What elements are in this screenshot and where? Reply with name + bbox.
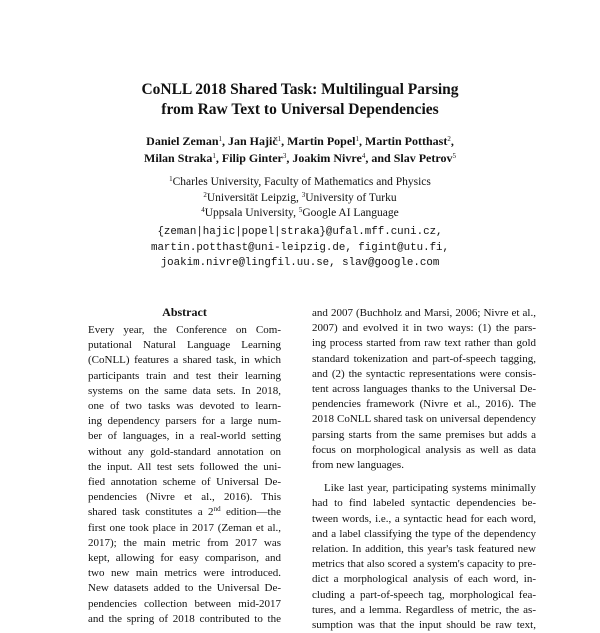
edition-suffix: edition—the	[220, 506, 281, 519]
intro-line: and 2007 (Buchholz and Marsi, 2006; Nivre et al.,	[312, 307, 536, 319]
author-sup: 4	[361, 152, 366, 160]
paper-title	[60, 80, 540, 120]
author-sep: ,	[359, 134, 365, 148]
affiliation-text: Universität Leipzig,	[206, 191, 302, 204]
author-name: Daniel Zeman	[146, 134, 219, 148]
intro-line: 2018 CoNLL shared task on universal dependency	[312, 413, 536, 426]
author-sup: 1	[277, 135, 282, 143]
intro-line: focus on morphological analysis as well as data	[312, 443, 536, 456]
intro-line: 2007) and evolved it in two ways: (1) the pars-	[312, 322, 536, 335]
author-sup: 1	[355, 135, 359, 143]
abstract-body	[88, 323, 281, 627]
affiliation-text: Uppsala University,	[204, 207, 299, 219]
affiliation-sup: 5	[298, 206, 303, 214]
author-line-1	[60, 133, 540, 150]
edition-sup: nd	[213, 505, 221, 514]
title-line-1: CoNLL 2018 Shared Task: Multilingual Parsing	[141, 81, 459, 98]
intro-line: tent across languages thanks to the Universal De-	[312, 383, 536, 396]
intro-line: tween words, i.e., a syntactic head for each word,	[312, 512, 536, 525]
edition-prefix: shared task constitutes a 2	[88, 506, 214, 519]
intro-line: from new languages.	[312, 459, 404, 472]
author-sup: 3	[282, 152, 287, 160]
abstract-line: participants train and test their learning	[88, 369, 281, 382]
abstract-line: two new main metrics were introduced.	[88, 567, 281, 580]
abstract-line: 2017); the main metric from 2017 was	[88, 536, 281, 549]
affiliation-list	[60, 175, 540, 222]
abstract-line: New datasets added to the Universal De-	[88, 582, 281, 595]
author-name: Slav Petrov	[393, 151, 453, 165]
abstract-line: systems on the same data sets. In 2018,	[88, 384, 281, 397]
affiliation-text: University of Turku	[305, 191, 397, 204]
intro-line: tures, and a lemma. Regardless of metric, the as-	[312, 603, 536, 616]
email-line[interactable]: {zeman|hajic|popel|straka}@ufal.mff.cuni.cz,	[157, 226, 443, 238]
author-sup: 1	[218, 135, 222, 143]
abstract-line: (CoNLL) features a shared task, in which	[88, 354, 281, 367]
abstract-line: putational Natural Language Learning	[88, 339, 281, 352]
author-sup: 2	[447, 135, 451, 143]
paragraph-gap	[312, 473, 536, 481]
affiliation-sup: 2	[203, 190, 207, 199]
abstract-heading: Abstract	[162, 305, 207, 319]
intro-line: relation. In addition, this year's task featured new	[312, 543, 536, 556]
abstract-line: ing dependency parsers for a large num-	[88, 415, 281, 428]
intro-line: sumption was that the input should be raw text,	[312, 619, 536, 632]
abstract-line: fied annotation scheme of Universal De-	[88, 476, 281, 489]
abstract-line: ber of languages, in a real-world setting	[88, 430, 281, 443]
abstract-line: and the spring of 2018 contributed to the	[88, 612, 281, 625]
author-sep: ,	[286, 151, 293, 165]
abstract-line: without any gold-standard annotation on	[88, 445, 281, 458]
intro-line: cluding a part-of-speech tag, morphological fea-	[312, 588, 536, 601]
author-line-2	[60, 150, 540, 167]
abstract-line: the input. All test sets followed the uni-	[88, 460, 281, 473]
intro-line: Like last year, participating systems minimally	[324, 482, 536, 495]
affiliation-line-3	[60, 206, 540, 222]
intro-body	[312, 306, 536, 633]
intro-line: ing process started from raw text rather than gold	[312, 337, 536, 350]
affiliation-line-2	[60, 191, 540, 207]
affiliation-text: Charles University, Faculty of Mathematics and Physics	[172, 176, 431, 188]
affiliation-line-1	[60, 175, 540, 191]
intro-line: had to find labeled syntactic dependencies be-	[312, 497, 536, 510]
abstract-line: pendencies collection between mid-2017	[88, 597, 281, 610]
abstract-line: kept, allowing for easy comparison, and	[88, 552, 281, 565]
author-name: Martin Popel	[287, 134, 356, 148]
author-sep: ,	[215, 151, 222, 165]
author-sep: , and	[365, 151, 394, 165]
intro-line: pendencies framework (Nivre et al., 2016). The	[312, 398, 536, 411]
affiliation-sup: 4	[201, 206, 205, 214]
abstract-line: one of two tasks was devoted to learn-	[88, 400, 281, 413]
author-list	[60, 133, 540, 167]
author-sep: ,	[281, 134, 288, 148]
title-line-2: from Raw Text to Universal Dependencies	[161, 101, 439, 118]
intro-line: and (2) the syntactic representations were consis-	[312, 367, 536, 380]
affiliation-sup: 1	[169, 175, 173, 183]
affiliation-sup: 3	[301, 190, 306, 199]
abstract-line-edition	[88, 505, 281, 520]
author-name: Filip Ginter	[221, 151, 283, 165]
author-sep: ,	[222, 134, 228, 148]
intro-line: dict a morphological analysis of each word, in-	[312, 573, 536, 586]
abstract-line: Every year, the Conference on Com-	[88, 324, 281, 336]
abstract-line: first one took place in 2017 (Zeman et al.,	[88, 521, 281, 534]
author-sup: 1	[212, 152, 216, 160]
author-sep: ,	[450, 134, 454, 148]
intro-line: metrics that also scored a system's capacity to pre-	[312, 558, 536, 571]
email-list	[60, 225, 540, 272]
author-name: Jan Hajič	[228, 134, 278, 148]
author-sup: 5	[452, 152, 456, 160]
email-line[interactable]: martin.potthast@uni-leipzig.de, figint@utu.fi,	[150, 241, 450, 254]
intro-line: parsing starts from the same premises but adds a	[312, 428, 536, 441]
abstract-line: pendencies (Nivre et al., 2016). This	[88, 491, 281, 504]
author-name: Joakim Nivre	[292, 151, 362, 165]
author-name: Martin Potthast	[365, 134, 448, 148]
intro-line: standard tokenization and part-of-speech tagging,	[312, 352, 536, 365]
email-line[interactable]: joakim.nivre@lingfil.uu.se, slav@google.com	[160, 257, 440, 269]
affiliation-text: Google AI Language	[302, 207, 399, 219]
intro-line: and a label classifying the type of the dependency	[312, 527, 536, 540]
author-name: Milan Straka	[144, 151, 213, 165]
